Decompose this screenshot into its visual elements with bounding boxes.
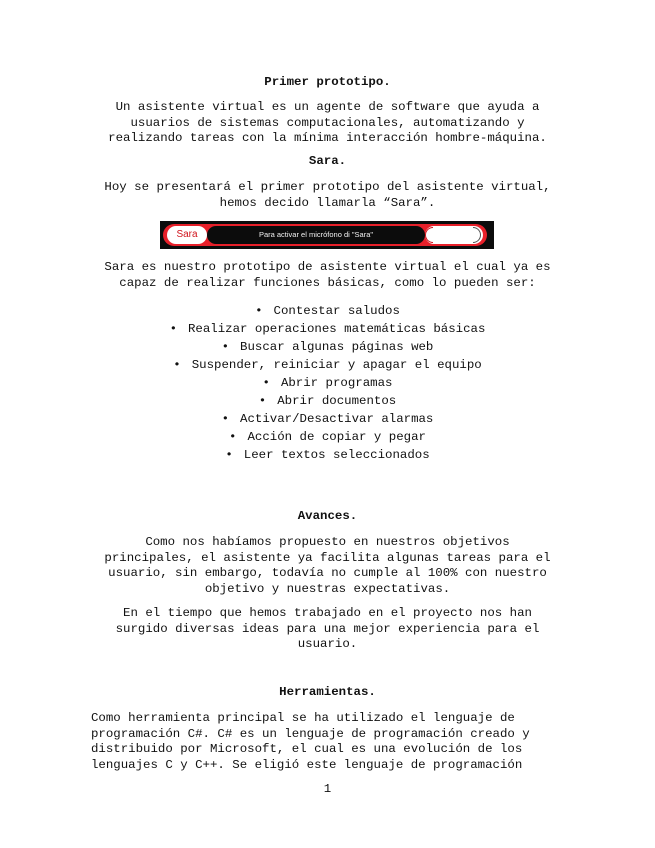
list-item-label: Abrir documentos [277, 394, 397, 408]
text-line: realizando tareas con la mínima interacción hombre-máquina. [108, 131, 547, 146]
text-line: capaz de realizar funciones básicas, como lo pueden ser: [119, 275, 536, 290]
bullet-icon: • [221, 412, 230, 426]
sara-input-area[interactable] [425, 226, 483, 244]
list-item [0, 356, 655, 374]
text-line: Como nos habíamos propuesto en nuestros objetivos [145, 535, 510, 549]
list-item [0, 410, 655, 428]
text-line: En el tiempo que hemos trabajado en el proyecto nos han [123, 606, 532, 620]
text-line: Hoy se presentará el primer prototipo del asistente virtual, [104, 180, 551, 194]
list-item [0, 446, 655, 464]
avances-paragraph-2 [0, 606, 655, 653]
heading-sara: Sara. [308, 154, 347, 168]
bullet-icon: • [258, 394, 267, 408]
sara-intro-paragraph [0, 180, 655, 211]
list-item [0, 320, 655, 338]
intro-paragraph [0, 100, 655, 147]
list-item [0, 428, 655, 446]
list-item-label: Acción de copiar y pegar [247, 430, 426, 444]
bullet-icon: • [255, 304, 263, 318]
heading-herramientas: Herramientas. [279, 685, 376, 699]
bullet-icon: • [221, 340, 230, 354]
bullet-icon: • [169, 322, 177, 336]
text-line: lenguajes C y C++. Se eligió este lenguaje de programación [91, 757, 523, 772]
text-line: usuarios de sistemas computacionales, automatizando y [130, 115, 525, 130]
text-line: objetivo y nuestras expectativas. [204, 581, 451, 596]
list-item-label: Abrir programas [280, 376, 393, 390]
text-line: Como herramienta principal se ha utilizado el lenguaje de [91, 711, 515, 725]
heading-avances: Avances. [297, 509, 358, 523]
sara-widget-pill [163, 224, 487, 246]
features-list [0, 302, 655, 464]
list-item-label: Suspender, reiniciar y apagar el equipo [191, 358, 482, 372]
text-line: usuario, sin embargo, todavía no cumple al 100% con nuestro [108, 566, 547, 581]
list-item-label: Realizar operaciones matemáticas básicas [188, 322, 486, 336]
list-item-label: Contestar saludos [273, 304, 400, 318]
list-item [0, 374, 655, 392]
text-line: hemos decido llamarla “Sara”. [219, 195, 436, 210]
bullet-icon: • [225, 448, 233, 462]
text-line: Un asistente virtual es un agente de software que ayuda a [115, 100, 540, 114]
list-item [0, 302, 655, 320]
sara-widget-bar [160, 221, 494, 249]
microphone-instruction: Para activar el micrófono di "Sara" [207, 226, 425, 244]
text-line: surgido diversas ideas para una mejor experiencia para el [115, 621, 540, 636]
herramientas-paragraph [91, 711, 571, 773]
text-line: Sara es nuestro prototipo de asistente virtual el cual ya es [104, 260, 551, 274]
list-item-label: Leer textos seleccionados [243, 448, 430, 462]
list-item [0, 338, 655, 356]
text-line: programación C#. C# es un lenguaje de programación creado y [91, 726, 530, 741]
capabilities-paragraph [0, 260, 655, 291]
text-line: usuario. [297, 637, 358, 652]
page-number: 1 [323, 782, 332, 796]
heading-primer-prototipo: Primer prototipo. [264, 75, 391, 89]
text-line: principales, el asistente ya facilita algunas tareas para el [104, 550, 551, 565]
bullet-icon: • [229, 430, 237, 444]
sara-name-badge[interactable]: Sara [167, 226, 207, 244]
list-item-label: Activar/Desactivar alarmas [240, 412, 434, 426]
text-line: distribuido por Microsoft, el cual es una evolución de los [91, 742, 523, 757]
bullet-icon: • [262, 376, 270, 390]
avances-paragraph-1 [0, 535, 655, 597]
list-item-label: Buscar algunas páginas web [240, 340, 434, 354]
list-item [0, 392, 655, 410]
bullet-icon: • [173, 358, 181, 372]
